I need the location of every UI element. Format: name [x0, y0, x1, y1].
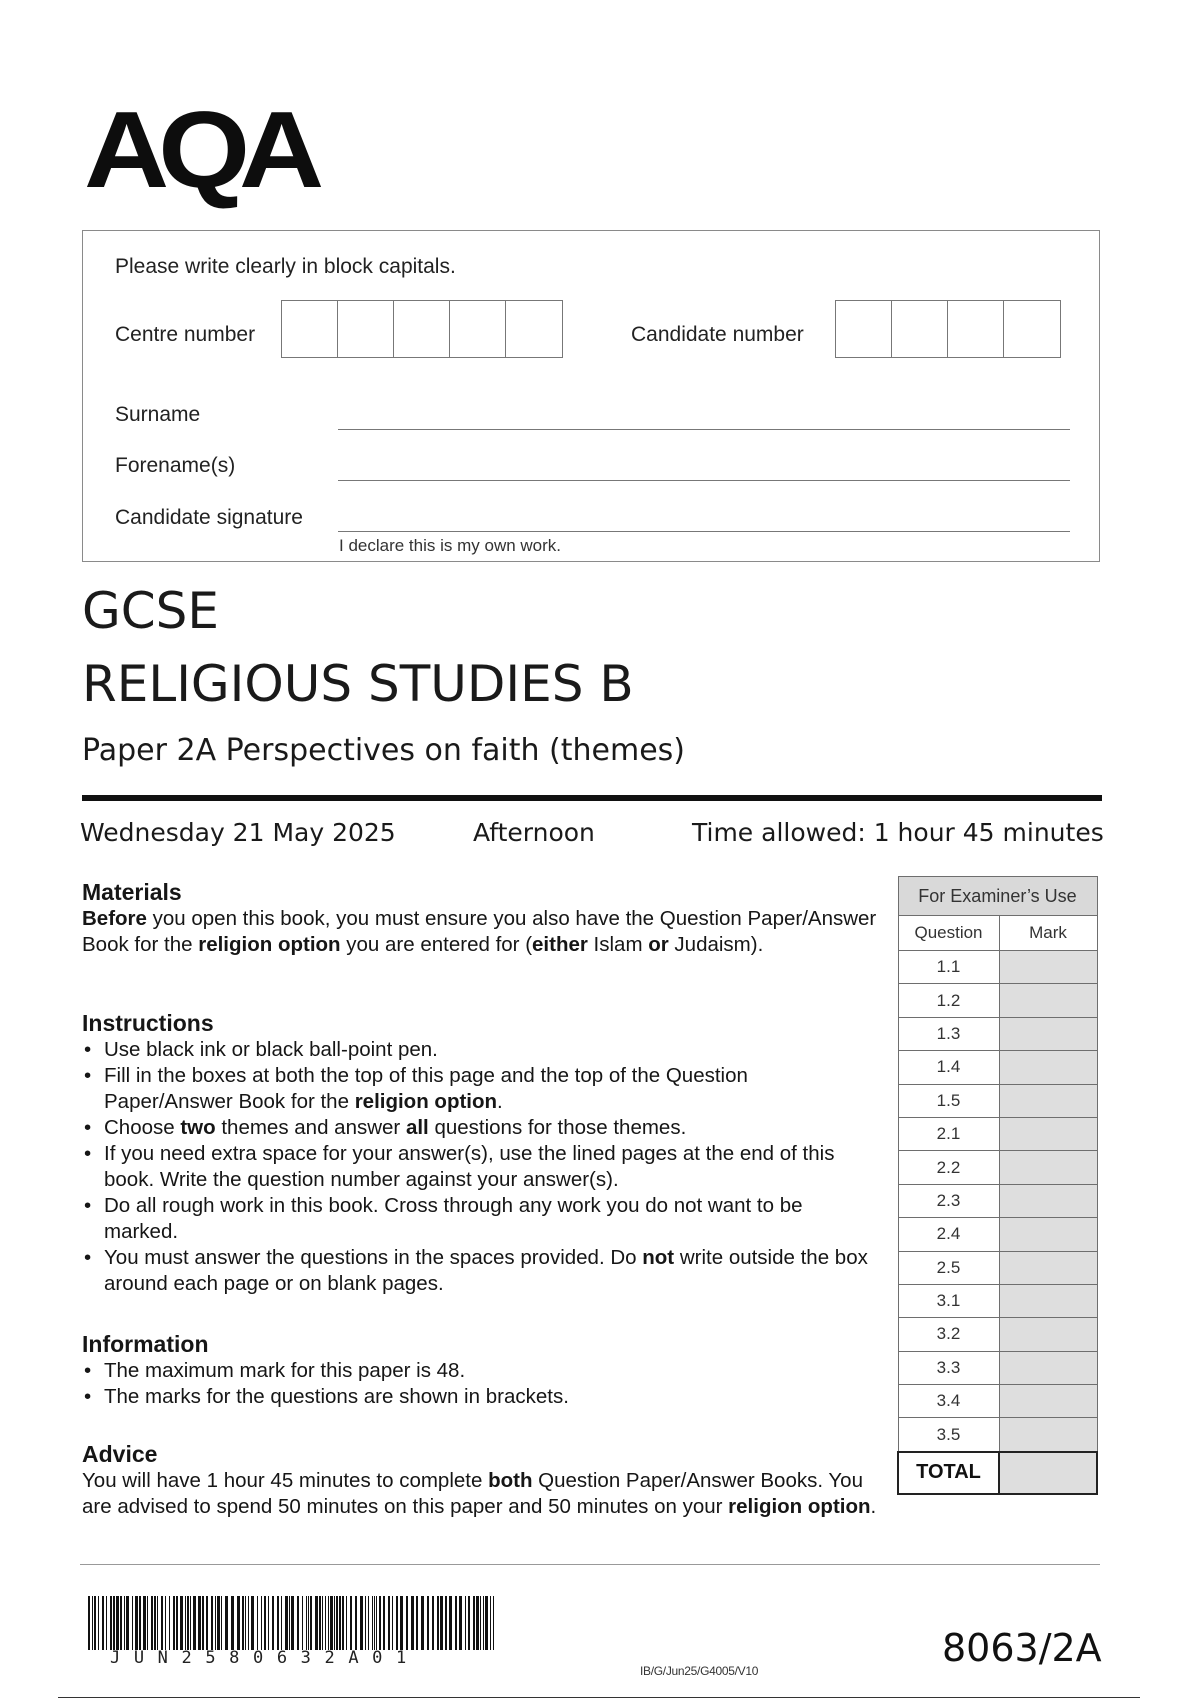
- signature-line[interactable]: [338, 531, 1070, 532]
- total-mark-cell[interactable]: [999, 1452, 1097, 1494]
- instruction-item: • Use black ink or black ball-point pen.: [82, 1037, 882, 1063]
- mark-cell[interactable]: [999, 984, 1097, 1017]
- mark-cell[interactable]: [999, 1351, 1097, 1384]
- examiner-row: [898, 1017, 1097, 1050]
- examiner-row: [898, 951, 1097, 984]
- question-number: 3.3: [898, 1351, 999, 1384]
- centre-number-label: Centre number: [115, 323, 256, 346]
- candidate-number-cell[interactable]: [1004, 301, 1060, 357]
- examiners-use-caption: For Examiner’s Use: [898, 877, 1097, 916]
- centre-number-cell[interactable]: [338, 301, 394, 357]
- question-column-header: Question: [898, 916, 999, 951]
- subject-title: RELIGIOUS STUDIES B: [82, 655, 634, 713]
- mark-cell[interactable]: [999, 1251, 1097, 1284]
- centre-number-cell[interactable]: [394, 301, 450, 357]
- paper-code: 8063/2A: [942, 1626, 1102, 1670]
- information-section: [82, 1330, 882, 1410]
- question-number: 2.4: [898, 1218, 999, 1251]
- signature-label: Candidate signature: [115, 506, 303, 529]
- mark-cell[interactable]: [999, 1017, 1097, 1050]
- qualification-level: GCSE: [82, 582, 219, 640]
- surname-line[interactable]: [338, 429, 1070, 430]
- examiner-row: [898, 1151, 1097, 1184]
- total-label: TOTAL: [898, 1452, 999, 1494]
- examiner-row: [898, 1218, 1097, 1251]
- document-reference: IB/G/Jun25/G4005/V10: [640, 1664, 759, 1678]
- mark-column-header: Mark: [999, 916, 1097, 951]
- candidate-number-cell[interactable]: [836, 301, 892, 357]
- instructions-heading: Instructions: [82, 1010, 214, 1036]
- aqa-logo: AQA: [84, 89, 314, 211]
- centre-number-boxes[interactable]: [281, 300, 563, 358]
- title-divider: [82, 795, 1102, 801]
- surname-label: Surname: [115, 403, 201, 426]
- mark-cell[interactable]: [999, 1117, 1097, 1150]
- paper-title: Paper 2A Perspectives on faith (themes): [82, 733, 686, 768]
- block-capitals-instruction: Please write clearly in block capitals.: [115, 255, 456, 278]
- mark-cell[interactable]: [999, 1084, 1097, 1117]
- examiner-row: [898, 984, 1097, 1017]
- centre-number-cell[interactable]: [506, 301, 562, 357]
- mark-cell[interactable]: [999, 1051, 1097, 1084]
- question-number: 2.1: [898, 1117, 999, 1150]
- mark-cell[interactable]: [999, 1218, 1097, 1251]
- examiner-row: [898, 1418, 1097, 1452]
- materials-text: Before you open this book, you must ensure you also have the Question Paper/Answer Book for the religion option you are entered for (either Islam or Judaism).: [82, 907, 877, 956]
- examiner-row: [898, 1084, 1097, 1117]
- mark-cell[interactable]: [999, 951, 1097, 984]
- instruction-item: • Do all rough work in this book. Cross through any work you do not want to be marked.: [82, 1193, 882, 1245]
- mark-cell[interactable]: [999, 1184, 1097, 1217]
- candidate-number-boxes[interactable]: [835, 300, 1061, 358]
- instruction-item: • You must answer the questions in the spaces provided. Do not write outside the box around each page or on blank pages.: [82, 1245, 882, 1297]
- candidate-number-cell[interactable]: [948, 301, 1004, 357]
- materials-heading: Materials: [82, 879, 182, 905]
- declaration-text: I declare this is my own work.: [339, 536, 562, 555]
- examiner-row: [898, 1385, 1097, 1418]
- question-number: 1.1: [898, 951, 999, 984]
- question-number: 2.3: [898, 1184, 999, 1217]
- examiner-row: [898, 1318, 1097, 1351]
- mark-cell[interactable]: [999, 1385, 1097, 1418]
- page-bottom-rule: [58, 1697, 1140, 1698]
- forename-label: Forename(s): [115, 454, 236, 477]
- question-number: 1.4: [898, 1051, 999, 1084]
- advice-heading: Advice: [82, 1441, 158, 1467]
- candidate-details-box: [82, 230, 1100, 562]
- mark-cell[interactable]: [999, 1418, 1097, 1452]
- examiner-row: [898, 1351, 1097, 1384]
- examiner-row: [898, 1251, 1097, 1284]
- exam-session: Afternoon: [473, 818, 595, 847]
- barcode: [88, 1596, 498, 1650]
- question-number: 1.3: [898, 1017, 999, 1050]
- question-number: 3.1: [898, 1284, 999, 1317]
- advice-text: You will have 1 hour 45 minutes to complete both Question Paper/Answer Books. You are advised to spend 50 minutes on this paper and 50 minutes on your religion option.: [82, 1469, 877, 1518]
- mark-cell[interactable]: [999, 1284, 1097, 1317]
- centre-number-cell[interactable]: [282, 301, 338, 357]
- examiner-row: [898, 1051, 1097, 1084]
- candidate-number-label: Candidate number: [631, 323, 804, 346]
- instruction-item: • Fill in the boxes at both the top of this page and the top of the Question Paper/Answer Book for the religion option.: [82, 1063, 882, 1115]
- question-number: 1.5: [898, 1084, 999, 1117]
- exam-date: Wednesday 21 May 2025: [80, 818, 396, 847]
- time-allowed: Time allowed: 1 hour 45 minutes: [692, 818, 1104, 847]
- instruction-item: • Choose two themes and answer all questions for those themes.: [82, 1115, 882, 1141]
- question-number: 3.4: [898, 1385, 999, 1418]
- examiner-row: [898, 1284, 1097, 1317]
- question-number: 1.2: [898, 984, 999, 1017]
- advice-section: [82, 1440, 882, 1520]
- barcode-text: JUN2580632A01: [110, 1648, 420, 1668]
- forename-line[interactable]: [338, 480, 1070, 481]
- mark-cell[interactable]: [999, 1151, 1097, 1184]
- information-item: • The marks for the questions are shown in brackets.: [82, 1384, 882, 1410]
- instruction-item: • If you need extra space for your answer(s), use the lined pages at the end of this book. Write the question number against your answer(s).: [82, 1141, 882, 1193]
- question-number: 3.5: [898, 1418, 999, 1452]
- candidate-number-cell[interactable]: [892, 301, 948, 357]
- information-item: • The maximum mark for this paper is 48.: [82, 1358, 882, 1384]
- materials-section: [82, 878, 882, 958]
- examiners-use-table: [897, 876, 1098, 1495]
- instructions-section: [82, 1009, 882, 1297]
- question-number: 2.2: [898, 1151, 999, 1184]
- centre-number-cell[interactable]: [450, 301, 506, 357]
- footer-divider: [80, 1564, 1100, 1565]
- examiner-row: [898, 1117, 1097, 1150]
- examiner-row: [898, 1184, 1097, 1217]
- question-number: 3.2: [898, 1318, 999, 1351]
- total-row: [898, 1452, 1097, 1494]
- mark-cell[interactable]: [999, 1318, 1097, 1351]
- question-number: 2.5: [898, 1251, 999, 1284]
- information-heading: Information: [82, 1331, 209, 1357]
